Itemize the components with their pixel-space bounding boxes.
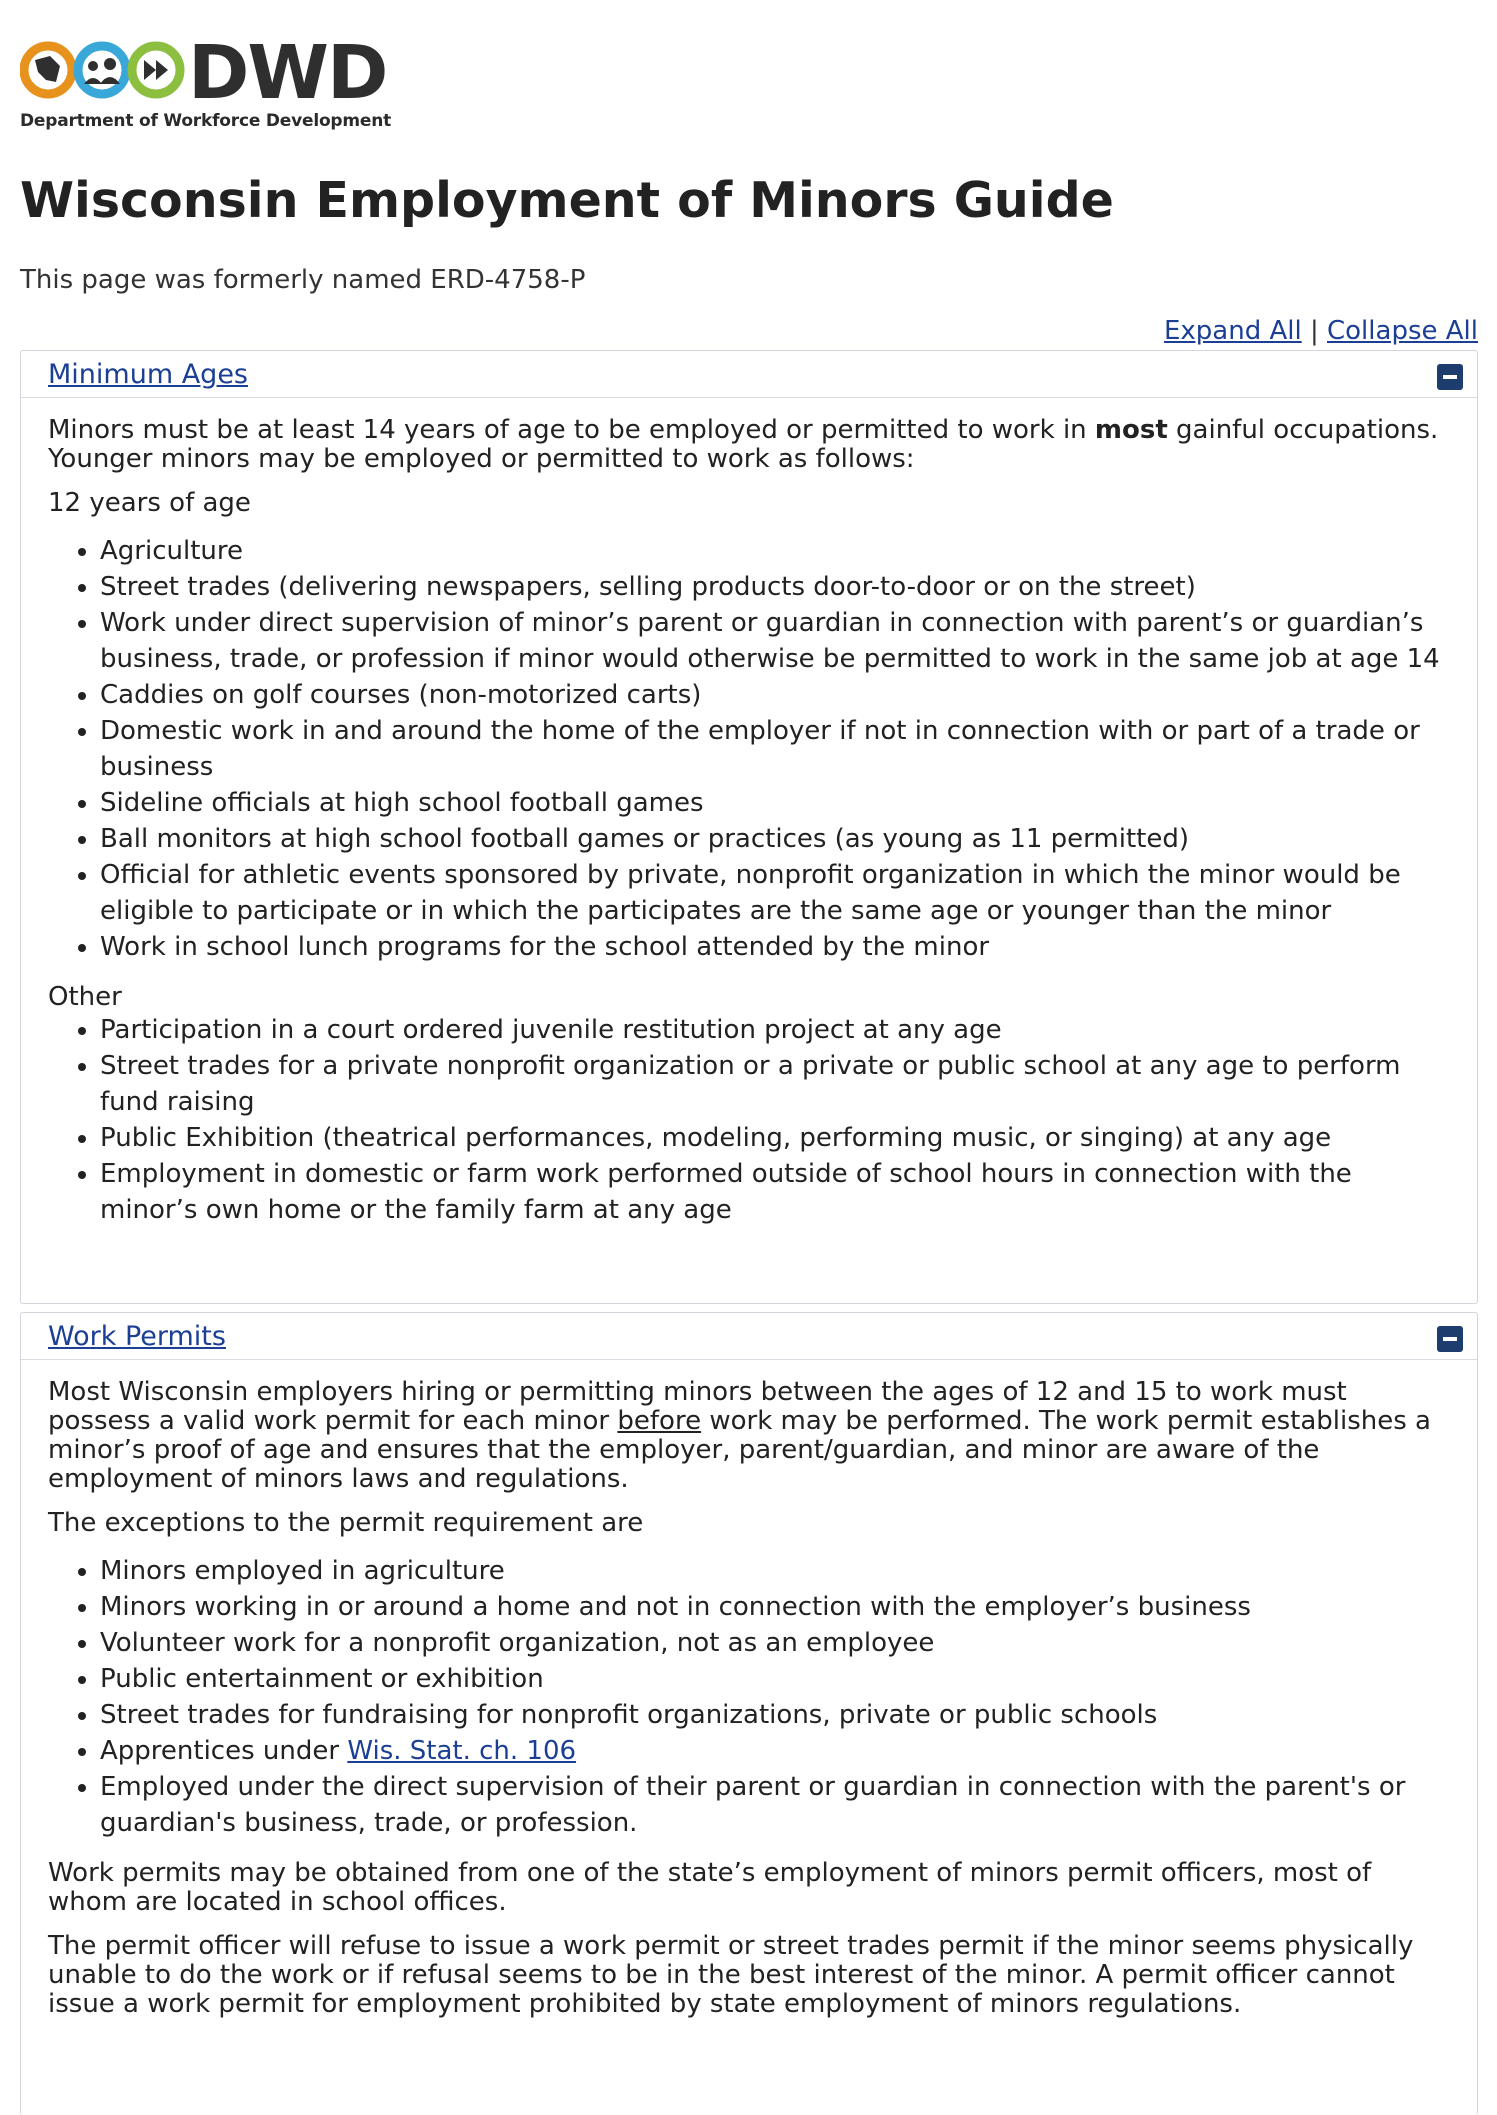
toggle-separator: | (1309, 316, 1319, 346)
work-permits-intro (48, 1378, 1450, 1494)
list-item: • Street trades for fundraising for nonprofit organizations, private or public schools (100, 1697, 1450, 1733)
apprentice-text: Apprentices under (100, 1736, 348, 1766)
page-title: Wisconsin Employment of Minors Guide (20, 172, 1114, 229)
intro-text-end: work may be performed. The work permit establishes a minor’s proof of age and ensures that the employer, parent/guardian, and minor are aware of the employment of minors laws and regulations. (48, 1406, 1431, 1494)
panel-header[interactable] (21, 1313, 1477, 1360)
list-item: • Work under direct supervision of minor’s parent or guardian in connection with parent’s or guardian’s business, trade, or profession if minor would otherwise be permitted to work in the same job at age 14 (100, 605, 1450, 677)
list-item: • Street trades (delivering newspapers, selling products door-to-door or on the street) (100, 569, 1450, 605)
panel-title-work-permits[interactable]: Work Permits (48, 1321, 226, 1352)
list-item: • Volunteer work for a nonprofit organization, not as an employee (100, 1625, 1450, 1661)
collapse-minus-icon[interactable] (1437, 1326, 1463, 1352)
list-item: • Minors working in or around a home and not in connection with the employer’s business (100, 1589, 1450, 1625)
collapse-minus-icon[interactable] (1437, 364, 1463, 390)
list-item: • Public Exhibition (theatrical performances, modeling, performing music, or singing) at any age (100, 1120, 1450, 1156)
list-item: • Work in school lunch programs for the school attended by the minor (100, 929, 1450, 965)
list-item: • Minors employed in agriculture (100, 1553, 1450, 1589)
exceptions-list (48, 1553, 1450, 1841)
group-heading: Other (48, 982, 122, 1012)
list-item (100, 1733, 1450, 1769)
intro-text-end: gainful occupations. Younger minors may be employed or permitted to work as follows: (48, 415, 1439, 474)
exceptions-heading: The exceptions to the permit requirement are (48, 1508, 644, 1538)
expand-all-link[interactable]: Expand All (1163, 316, 1302, 346)
list-item: • Caddies on golf courses (non-motorized carts) (100, 677, 1450, 713)
panel-title-minimum-ages[interactable]: Minimum Ages (48, 359, 248, 390)
underlined-word: before (617, 1406, 702, 1436)
logo-circles-icon (20, 36, 190, 106)
panel-header[interactable] (21, 351, 1477, 398)
list-item: • Ball monitors at high school football games or practices (as young as 11 permitted) (100, 821, 1450, 857)
list-item: • Employed under the direct supervision of their parent or guardian in connection with the parent's or guardian's business, trade, or profession. (100, 1769, 1450, 1841)
list-item: • Employment in domestic or farm work performed outside of school hours in connection with the minor’s own home or the family farm at any age (100, 1156, 1450, 1228)
minimum-ages-intro (48, 416, 1450, 474)
list-item: • Street trades for a private nonprofit organization or a private or public school at any age to perform fund raising (100, 1048, 1450, 1120)
intro-text: Minors must be at least 14 years of age to be employed or permitted to work in (48, 415, 1095, 445)
logo-subtitle: Department of Workforce Development (20, 111, 392, 131)
permit-refusal-paragraph: The permit officer will refuse to issue a work permit or street trades permit if the minor seems physically unable to do the work or if refusal seems to be in the best interest of the minor. A permit officer cannot issue a work permit for employment prohibited by state employment of minors regulations. (48, 1931, 1414, 2019)
list-item: • Agriculture (100, 533, 1450, 569)
work-permits-panel (20, 1312, 1478, 2115)
minimum-ages-panel (20, 350, 1478, 1304)
panel-body (21, 398, 1477, 1266)
intro-bold: most (1094, 415, 1168, 445)
former-name-note: This page was formerly named ERD-4758-P (20, 265, 586, 295)
panel-body (21, 1360, 1477, 2054)
list-item: • Official for athletic events sponsored by private, nonprofit organization in which the minor would be eligible to participate or in which the participates are the same age or younger than the minor (100, 857, 1450, 929)
other-list (48, 1012, 1450, 1228)
expand-collapse-controls (1164, 316, 1478, 346)
intro-text: Most Wisconsin employers hiring or permitting minors between the ages of 12 and 15 to work must possess a valid work permit for each minor (48, 1377, 1347, 1436)
list-item: • Sideline officials at high school football games (100, 785, 1450, 821)
list-item: • Public entertainment or exhibition (100, 1661, 1450, 1697)
age-12-list (48, 533, 1450, 965)
group-heading: 12 years of age (48, 488, 251, 518)
logo-wordmark: DWD (188, 30, 387, 116)
permit-officers-paragraph: Work permits may be obtained from one of the state’s employment of minors permit officers, most of whom are located in school offices. (48, 1858, 1372, 1917)
list-item: • Participation in a court ordered juvenile restitution project at any age (100, 1012, 1450, 1048)
list-item: • Domestic work in and around the home of the employer if not in connection with or part of a trade or business (100, 713, 1450, 785)
dwd-logo[interactable] (20, 30, 392, 136)
collapse-all-link[interactable]: Collapse All (1327, 316, 1478, 346)
wis-stat-link[interactable]: Wis. Stat. ch. 106 (347, 1736, 577, 1766)
